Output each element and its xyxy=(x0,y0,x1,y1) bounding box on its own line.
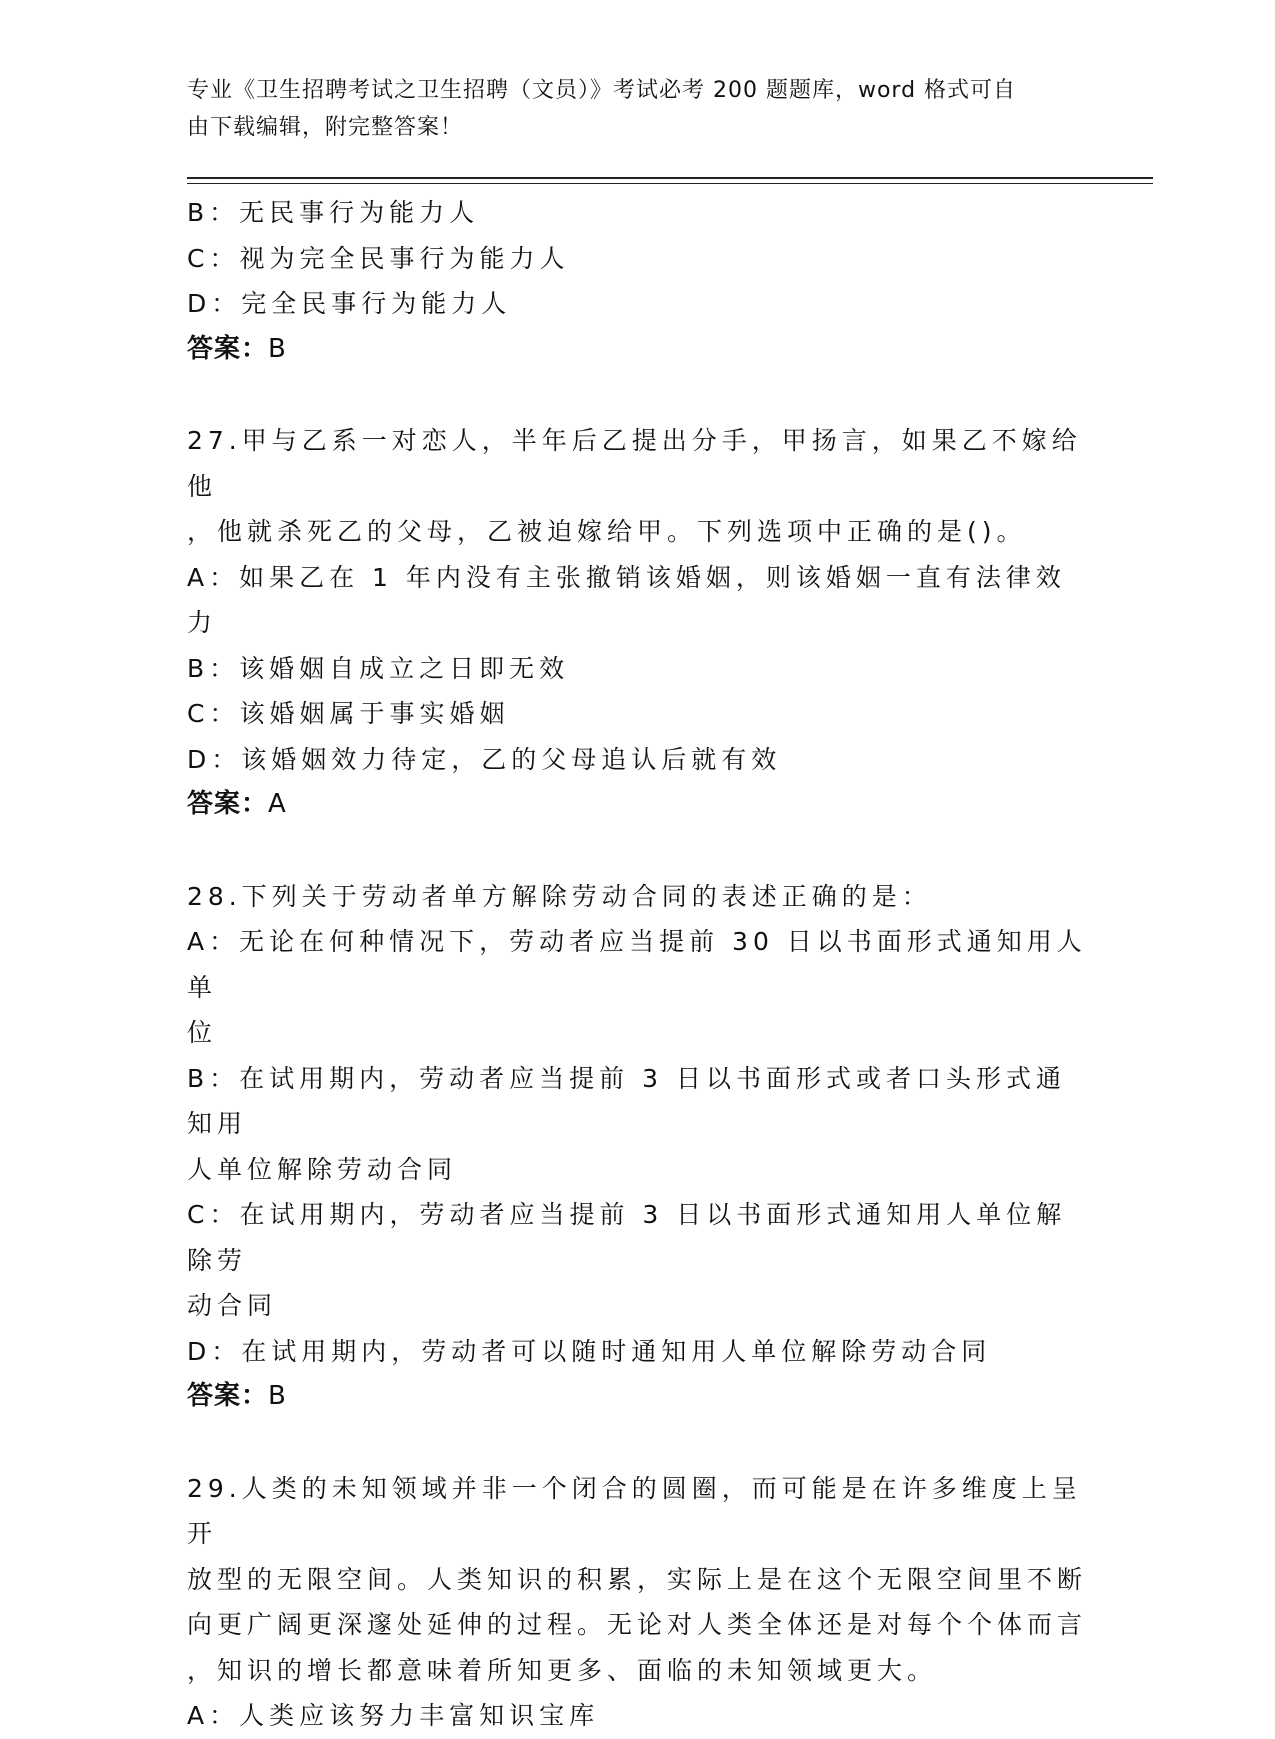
header-rule-thick xyxy=(187,177,1153,179)
option-b: B：无民事行为能力人 xyxy=(187,198,480,227)
question-stem: ，他就杀死乙的父母，乙被迫嫁给甲。下列选项中正确的是()。 xyxy=(187,517,1027,546)
option-d: D：在试用期内，劳动者可以随时通知用人单位解除劳动合同 xyxy=(187,1336,992,1366)
answer-label: 答案： xyxy=(187,789,269,819)
spacer xyxy=(187,828,1087,874)
option-a: A：人类应该努力丰富知识宝库 xyxy=(187,1701,600,1730)
option-a-continued: 位 xyxy=(187,1018,218,1047)
answer-value: B xyxy=(268,1381,287,1411)
document-header xyxy=(187,72,1067,146)
question-28 xyxy=(187,874,1087,1420)
spacer xyxy=(187,372,1087,418)
option-c: C：视为完全民事行为能力人 xyxy=(187,243,570,273)
question-stem: ，知识的增长都意味着所知更多、面临的未知领域更大。 xyxy=(187,1655,938,1685)
option-b: B：该婚姻自成立之日即无效 xyxy=(187,653,570,683)
option-d: D：该婚姻效力待定，乙的父母追认后就有效 xyxy=(187,744,782,774)
option-c: C：在试用期内，劳动者应当提前 3 日以书面形式通知用人单位解除劳 xyxy=(187,1200,1067,1275)
header-line-1: 专业《卫生招聘考试之卫生招聘（文员）》考试必考 200 题题库，word 格式可自 xyxy=(187,78,1017,103)
question-29 xyxy=(187,1466,1087,1739)
option-c-continued: 动合同 xyxy=(187,1291,278,1320)
option-d: D：完全民事行为能力人 xyxy=(187,289,512,318)
option-b: B：在试用期内，劳动者应当提前 3 日以书面形式或者口头形式通知用 xyxy=(187,1063,1066,1138)
answer-line xyxy=(187,782,1087,828)
option-c: C：该婚姻属于事实婚姻 xyxy=(187,699,510,728)
question-content xyxy=(187,190,1087,1739)
answer-value: A xyxy=(268,789,287,819)
question-stem: 向更广阔更深邃处延伸的过程。无论对人类全体还是对每个个体而言 xyxy=(187,1610,1088,1639)
question-27 xyxy=(187,418,1087,828)
question-26 xyxy=(187,190,1087,372)
answer-line xyxy=(187,1374,1087,1420)
question-stem: 29.人类的未知领域并非一个闭合的圆圈，而可能是在许多维度上呈开 xyxy=(187,1473,1082,1548)
answer-value: B xyxy=(268,333,287,364)
answer-label: 答案： xyxy=(187,1381,269,1411)
question-stem: 放型的无限空间。人类知识的积累，实际上是在这个无限空间里不断 xyxy=(187,1564,1088,1594)
option-a: A：无论在何种情况下，劳动者应当提前 30 日以书面形式通知用人单 xyxy=(187,927,1087,1002)
question-stem: 27.甲与乙系一对恋人，半年后乙提出分手，甲扬言，如果乙不嫁给他 xyxy=(187,426,1082,501)
answer-line xyxy=(187,327,1087,373)
header-rule-thin xyxy=(187,183,1153,184)
option-a: A：如果乙在 1 年内没有主张撤销该婚姻，则该婚姻一直有法律效力 xyxy=(187,562,1066,637)
question-stem: 28.下列关于劳动者单方解除劳动合同的表述正确的是： xyxy=(187,881,932,911)
answer-label: 答案： xyxy=(187,333,269,364)
option-b-continued: 人单位解除劳动合同 xyxy=(187,1154,458,1184)
spacer xyxy=(187,1420,1087,1466)
header-line-2: 由下载编辑，附完整答案！ xyxy=(187,115,464,140)
